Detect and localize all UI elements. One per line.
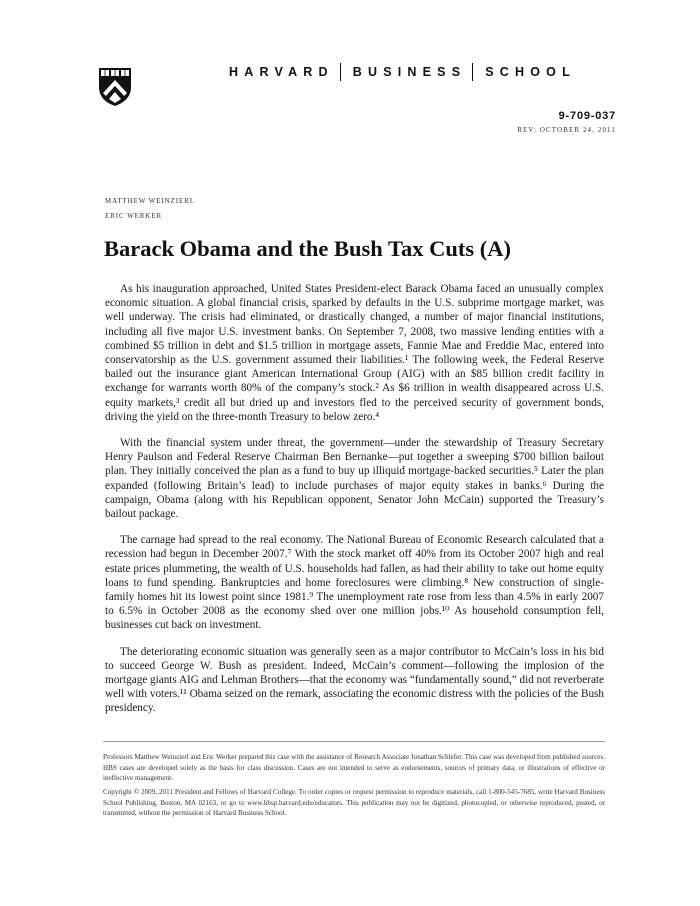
harvard-veritas-shield-icon [98, 67, 132, 107]
wordmark-divider [340, 63, 341, 81]
body-paragraph: The carnage had spread to the real economy. The National Bureau of Economic Research calculated that a recession had begun in December 2007.⁷ With the stock market off 40% from its October 2007 high and real estate prices plummeting, the wealth of U.S. households had fallen, as had their ability to take out home equity loans to fund spending. Bankruptcies and home foreclosures were climbing.⁸ New construction of single-family homes hit its lowest point since 1981.⁹ The unemployment rate rose from less than 4.5% in early 2007 to 6.5% in October 2008 as the economy shed over one million jobs.¹⁰ As household consumption fell, businesses cut back on investment. [105, 534, 604, 632]
preparation-note: Professors Matthew Weinzierl and Eric Werker prepared this case with the assistance of Research Associate Jonathan Schlefer. This case was developed from published sources. HBS cases are developed solely as the basis for class discussion. Cases are not intended to serve as endorsements, sources of primary data, or illustrations of effective or ineffective management. [103, 753, 605, 782]
case-title: Barack Obama and the Bush Tax Cuts (A) [104, 236, 511, 261]
wordmark-school: SCHOOL [485, 65, 576, 79]
author-name: ERIC WERKER [105, 212, 163, 220]
body-paragraph: As his inauguration approached, United States President-elect Barack Obama faced an unusually complex economic situation. A global financial crisis, sparked by defaults in the U.S. subprime mortgage market, was well underway. The crisis had eliminated, or drastically changed, a number of major financial institutions, including all five major U.S. investment banks. On September 7, 2008, two massive lending entities with a combined $5 trillion in debt and $1.5 trillion in mortgage assets, Fannie Mae and Freddie Mac, entered into conservatorship as the U.S. government assumed their liabilities.¹ The following week, the Federal Reserve bailed out the insurance giant American International Group (AIG) with an $85 billion credit facility in exchange for warrants worth 80% of the company’s stock.² As $6 trillion in wealth disappeared across U.S. equity markets,³ credit all but dried up and investors fled to the perceived security of government bonds, driving the yield on the three-month Treasury to below zero.⁴ [105, 283, 604, 423]
author-name: MATTHEW WEINZIERL [105, 197, 195, 205]
case-body [105, 282, 604, 728]
body-paragraph: The deteriorating economic situation was generally seen as a major contributor to McCain’s loss in his bid to succeed George W. Bush as president. Indeed, McCain’s comment—following the implosion of the mortgage giants AIG and Lehman Brothers—that the economy was “fundamentally sound,” did not reverberate well with voters.¹¹ Obama seized on the remark, associating the economic distress with the policies of the Bush presidency. [105, 645, 604, 715]
copyright-notice: Copyright © 2009, 2011 President and Fellows of Harvard College. To order copies or request permission to reproduce materials, call 1-800-545-7685, write Harvard Business School Publishing, Boston, MA 02163, or go to www.hbsp.harvard.edu/educators. This publication may not be digitized, photocopied, or otherwise reproduced, posted, or transmitted, without the permission of Harvard Business School. [103, 788, 605, 817]
revision-date: REV: OCTOBER 24, 2011 [517, 126, 616, 134]
wordmark-harvard: HARVARD [229, 65, 334, 79]
harvard-business-school-wordmark [229, 62, 621, 82]
footnote-divider [103, 741, 605, 742]
wordmark-divider [472, 63, 473, 81]
wordmark-business: BUSINESS [352, 65, 467, 79]
case-number: 9-709-037 [558, 110, 616, 122]
body-paragraph: With the financial system under threat, the government—under the stewardship of Treasury Secretary Henry Paulson and Federal Reserve Chairman Ben Bernanke—put together a sweeping $700 billion bailout plan. They initially conceived the plan as a fund to buy up illiquid mortgage-backed securities.⁵ Later the plan expanded (following Britain’s lead) to include purchases of major equity stakes in banks.⁶ During the campaign, Obama (along with his Republican opponent, Senator John McCain) supported the Treasury’s bailout package. [105, 437, 604, 521]
